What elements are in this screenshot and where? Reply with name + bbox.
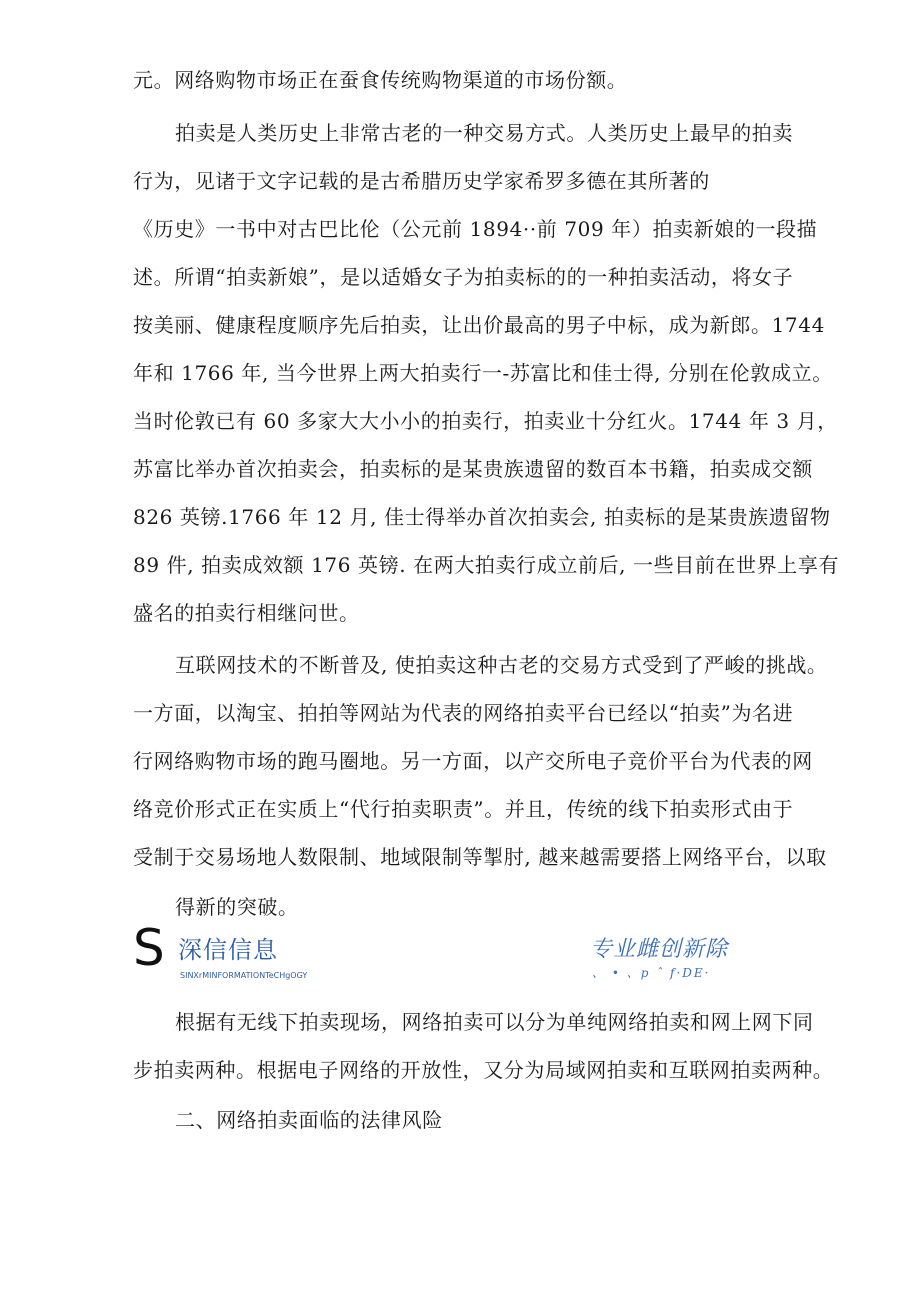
paragraph-line: 络竞价形式正在实质上“代行拍卖职责”。并且，传统的线下拍卖形式由于	[133, 797, 794, 821]
paragraph-line: 826 英镑.1766 年 12 月, 佳士得举办首次拍卖会, 拍卖标的是某贵族遗留物	[133, 505, 831, 529]
paragraph-line: 按美丽、健康程度顺序先后拍卖，让出价最高的男子中标，成为新郎。1744	[133, 313, 825, 337]
paragraph-line: 步拍卖两种。根据电子网络的开放性，又分为局域网拍卖和互联网拍卖两种。	[133, 1058, 834, 1082]
logo-slogan: 专业雌创新除	[590, 937, 729, 962]
paragraph-line: 述。所谓“拍卖新娘”，是以适婚女子为拍卖标的的一种拍卖活动，将女子	[133, 265, 794, 289]
paragraph-line: 《历史》一书中对古巴比伦（公元前 1894··前 709 年）拍卖新娘的一段描	[133, 217, 818, 241]
paragraph-line: 年和 1766 年, 当今世界上两大拍卖行一-苏富比和佳士得, 分别在伦敦成立。	[133, 361, 833, 385]
paragraph-line: 元。网络购物市场正在蚕食传统购物渠道的市场份额。	[133, 68, 628, 92]
paragraph-line: 受制于交易场地人数限制、地域限制等掣肘, 越来越需要搭上网络平台，以取	[133, 845, 827, 869]
paragraph-line: 根据有无线下拍卖现场，网络拍卖可以分为单纯网络拍卖和网上网下同	[175, 1010, 814, 1034]
logo-slogan-sub: 、 • 、p ˆ f·DE·	[592, 966, 711, 980]
section-heading: 二、网络拍卖面临的法律风险	[175, 1108, 443, 1132]
paragraph-line: 得新的突破。	[175, 895, 299, 919]
paragraph-line: 一方面，以淘宝、拍拍等网站为代表的网络拍卖平台已经以“拍卖”为名进	[133, 701, 794, 725]
paragraph-line: 盛名的拍卖行相继问世。	[133, 601, 360, 625]
paragraph-line: 行为，见诸于文字记载的是古希腊历史学家希罗多德在其所著的	[133, 169, 710, 193]
paragraph-line: 89 件, 拍卖成效额 176 英镑. 在两大拍卖行成立前后, 一些目前在世界上享有	[133, 553, 840, 577]
paragraph-line: 互联网技术的不断普及, 使拍卖这种古老的交易方式受到了严峻的挑战。	[175, 653, 828, 677]
logo-company-name: 深信信息	[178, 936, 278, 964]
logo-english-name: SINXrMINFORMATIONTeCHgOGY	[180, 971, 308, 980]
paragraph-line: 苏富比举办首次拍卖会，拍卖标的是某贵族遗留的数百本书籍，拍卖成交额	[133, 457, 813, 481]
paragraph-line: 行网络购物市场的跑马圈地。另一方面，以产交所电子竞价平台为代表的网	[133, 749, 813, 773]
logo-letter: S	[133, 919, 165, 977]
paragraph-line: 当时伦敦已有 60 多家大大小小的拍卖行，拍卖业十分红火。1744 年 3 月，	[133, 409, 838, 433]
paragraph-line: 拍卖是人类历史上非常古老的一种交易方式。人类历史上最早的拍卖	[175, 121, 793, 145]
